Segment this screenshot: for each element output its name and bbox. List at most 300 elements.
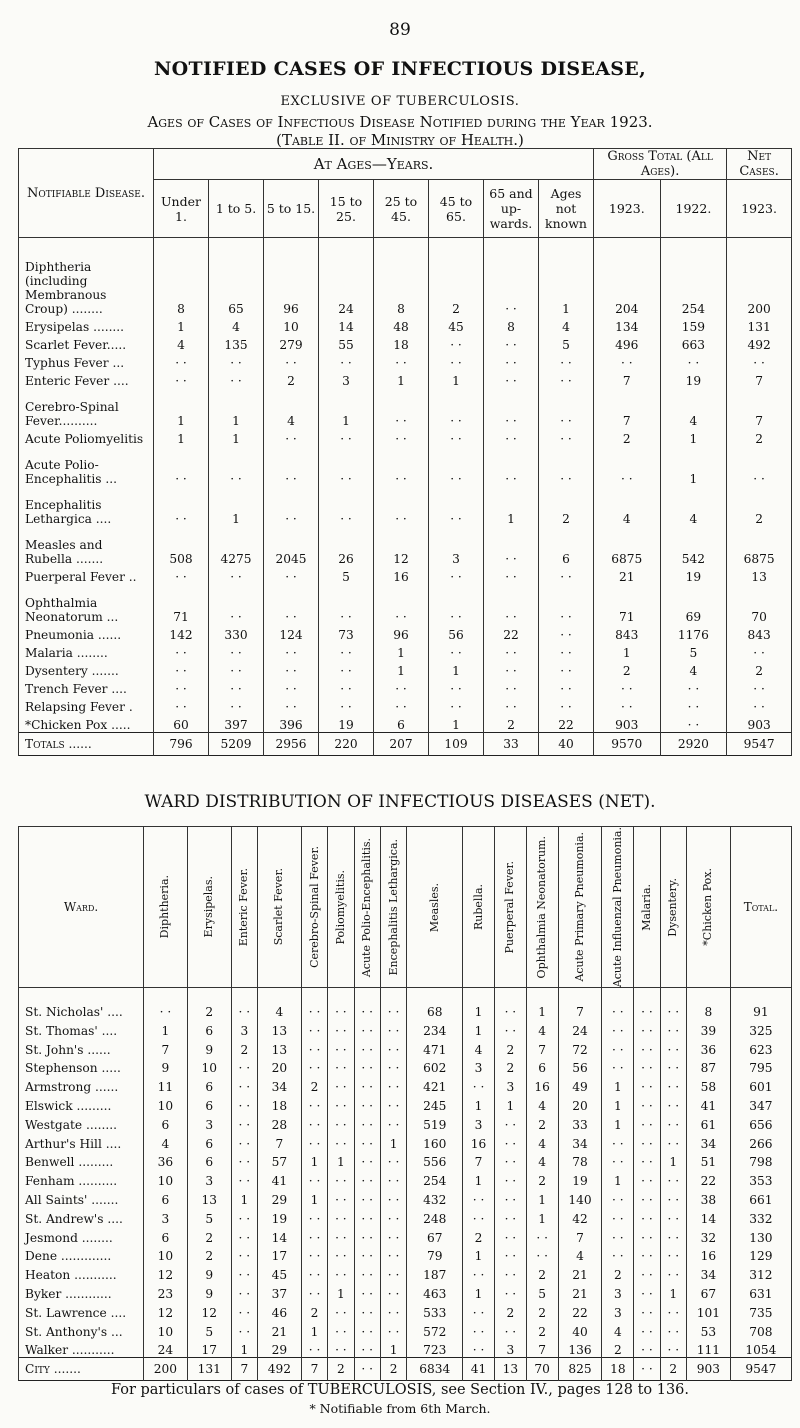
cell-value: 39 [686,1019,730,1038]
cell-value: · · [374,696,429,714]
table-row [19,678,792,696]
ward-row [19,1094,792,1113]
cell-value: · · [494,1245,526,1264]
cell-value: · · [380,1207,406,1226]
cell-value: 17 [187,1339,231,1358]
cell-value: 3 [602,1282,634,1301]
cell-value: 4 [660,660,727,678]
cell-value: · · [429,642,484,660]
cell-value: · · [539,624,594,642]
total-value: 9570 [594,733,661,756]
table-row [19,370,792,388]
caption-line: Ages of Cases of Infectious Disease Notified during the Year 1923. [147,113,653,131]
cell-value: 2045 [264,526,319,566]
ward-row [19,1075,792,1094]
cell-value: · · [380,1263,406,1282]
cell-value: · · [602,1188,634,1207]
cell-value: · · [328,1207,354,1226]
cell-value: · · [660,1226,686,1245]
cell-value: 12 [144,1301,188,1320]
cell-value: 1 [209,388,264,428]
cell-value: · · [264,660,319,678]
table-row [19,428,792,446]
cell-value: 6 [187,1019,231,1038]
cell-value: · · [539,678,594,696]
cell-value: 4 [526,1151,558,1170]
cell-value: 19 [258,1207,302,1226]
cell-value: 7 [144,1038,188,1057]
cell-value: · · [301,1226,327,1245]
cell-value: 234 [407,1019,463,1038]
cell-value: · · [328,1113,354,1132]
cell-value: 68 [407,988,463,1019]
cell-value: 6875 [594,526,661,566]
cell-value: 140 [558,1188,602,1207]
disease-name: *Chicken Pox ..... [19,714,154,733]
cell-value: · · [660,678,727,696]
cell-value: 9 [187,1263,231,1282]
cell-value: 72 [558,1038,602,1057]
cell-value: · · [380,1019,406,1038]
cell-value: 200 [727,238,792,317]
cell-value: · · [484,678,539,696]
cell-value: 4 [526,1132,558,1151]
cell-value: 2 [526,1263,558,1282]
cell-value: · · [354,1038,380,1057]
cell-value: · · [154,660,209,678]
cell-value: 5 [319,566,374,584]
cell-value: · · [634,1132,660,1151]
cell-value: · · [209,678,264,696]
cell-value: · · [494,1226,526,1245]
cell-value: 142 [154,624,209,642]
cell-value: · · [494,1263,526,1282]
cell-value: 8 [484,316,539,334]
cell-value: · · [660,352,727,370]
cell-value: 602 [407,1057,463,1076]
cell-value: 34 [686,1263,730,1282]
cell-value: · · [660,1207,686,1226]
cell-value: · · [328,1188,354,1207]
cell-value: 10 [187,1057,231,1076]
disease-name: Malaria ........ [19,642,154,660]
cell-value: 353 [730,1169,791,1188]
total-value: 796 [154,733,209,756]
cell-value: 1 [660,1151,686,1170]
cell-value: · · [154,486,209,526]
cell-value: 3 [494,1075,526,1094]
header-disease-col [494,827,526,988]
cell-value: 3 [463,1057,495,1076]
cell-value: 496 [594,334,661,352]
cell-value: 508 [154,526,209,566]
cell-value: 2 [484,714,539,733]
cell-value: 3 [187,1169,231,1188]
cell-value: 723 [407,1339,463,1358]
cell-value: 397 [209,714,264,733]
cell-value: 1 [602,1113,634,1132]
cell-value: 248 [407,1207,463,1226]
cell-value: 1 [526,1207,558,1226]
cell-value: · · [328,1075,354,1094]
cell-value: 4 [144,1132,188,1151]
cell-value: · · [319,446,374,486]
cell-value: 245 [407,1094,463,1113]
cell-value: 1176 [660,624,727,642]
cell-value: 49 [558,1075,602,1094]
ward-row [19,1151,792,1170]
cell-value: 663 [660,334,727,352]
cell-value: · · [380,1094,406,1113]
cell-value: 1 [463,988,495,1019]
total-value: 70 [526,1358,558,1381]
cell-value: · · [539,642,594,660]
cell-value: 3 [494,1339,526,1358]
cell-value: · · [354,1320,380,1339]
header-gross-group: Gross Total (All Ages). [594,149,727,180]
header-label: Puerperal Fever. [503,860,517,954]
cell-value: · · [660,714,727,733]
cell-value: · · [354,1113,380,1132]
cell-value: · · [429,428,484,446]
total-value: 6834 [407,1358,463,1381]
cell-value: · · [354,1263,380,1282]
cell-value: 6 [187,1132,231,1151]
cell-value: · · [660,1113,686,1132]
cell-value: 1 [602,1075,634,1094]
cell-value: 67 [407,1226,463,1245]
disease-name: Pneumonia ...... [19,624,154,642]
cell-value: 3 [187,1113,231,1132]
header-label: Measles. [427,882,441,932]
cell-value: 330 [209,624,264,642]
header-label: Encephalitis Lethargica. [386,838,400,976]
cell-value: 1 [231,1188,257,1207]
cell-value: 78 [558,1151,602,1170]
header-disease-col [602,827,634,988]
disease-name: Puerperal Fever .. [19,566,154,584]
cell-value: · · [594,678,661,696]
cell-value: · · [354,1207,380,1226]
ward-row [19,1019,792,1038]
cell-value: · · [660,1132,686,1151]
cell-value: · · [209,642,264,660]
header-label: Cerebro-Spinal Fever. [307,846,321,969]
cell-value: · · [660,1339,686,1358]
cell-value: 1 [539,238,594,317]
header-age-col: 25 to 45. [374,180,429,238]
cell-value: 533 [407,1301,463,1320]
cell-value: · · [484,428,539,446]
cell-value: · · [634,1320,660,1339]
cell-value: 661 [730,1188,791,1207]
cell-value: · · [354,1019,380,1038]
cell-value: 56 [429,624,484,642]
cell-value: 96 [374,624,429,642]
cell-value: 3 [429,526,484,566]
cell-value: · · [328,1263,354,1282]
cell-value: 631 [730,1282,791,1301]
header-label: Erysipelas. [202,876,216,938]
ward-table [18,826,792,1381]
ward-row [19,1057,792,1076]
cell-value: 6875 [727,526,792,566]
cell-value: 13 [258,1038,302,1057]
total-value: 220 [319,733,374,756]
ward-name: Westgate ........ [19,1113,144,1132]
cell-value: · · [634,1019,660,1038]
total-value: 9547 [730,1358,791,1381]
cell-value: 19 [660,370,727,388]
cell-value: 41 [686,1094,730,1113]
header-disease-col [526,827,558,988]
cell-value: 29 [258,1188,302,1207]
cell-value: · · [634,1282,660,1301]
cell-value: 87 [686,1057,730,1076]
ward-name: St. Lawrence .... [19,1301,144,1320]
cell-value: 5 [187,1320,231,1339]
cell-value: 4 [539,316,594,334]
cell-value: · · [494,1320,526,1339]
cell-value: 2 [494,1057,526,1076]
cell-value: 6 [144,1188,188,1207]
footer-note: For particulars of cases of TUBERCULOSIS, see Section IV., pages 128 to 136. [110,1382,690,1398]
cell-value: · · [539,446,594,486]
cell-value: 4 [660,388,727,428]
cell-value: 519 [407,1113,463,1132]
cell-value: · · [539,428,594,446]
cell-value: · · [319,642,374,660]
cell-value: 2 [187,988,231,1019]
cell-value: 1 [374,370,429,388]
cell-value: · · [380,1113,406,1132]
cell-value: 22 [539,714,594,733]
cell-value: · · [328,1339,354,1358]
cell-value: · · [209,584,264,624]
ward-name: St. Andrew's .... [19,1207,144,1226]
ward-name: St. Anthony's ... [19,1320,144,1339]
header-age-col: 15 to 25. [319,180,374,238]
cell-value: · · [380,1188,406,1207]
ward-name: Fenham .......... [19,1169,144,1188]
cell-value: · · [539,370,594,388]
cell-value: · · [660,1057,686,1076]
cell-value: 51 [686,1151,730,1170]
disease-name: Encephalitis Lethargica .... [19,486,154,526]
table-row [19,696,792,714]
cell-value: · · [484,370,539,388]
cell-value: 2 [526,1320,558,1339]
cell-value: 623 [730,1038,791,1057]
cell-value: · · [429,446,484,486]
cell-value: · · [328,1094,354,1113]
cell-value: · · [264,446,319,486]
cell-value: 2 [594,660,661,678]
cell-value: 7 [526,1339,558,1358]
cell-value: · · [328,1320,354,1339]
cell-value: 708 [730,1320,791,1339]
cell-value: 28 [258,1113,302,1132]
cell-value: 1 [660,446,727,486]
cell-value: · · [301,1132,327,1151]
disease-name: Diphtheria (including Membranous Croup) ........ [19,238,154,317]
cell-value: · · [328,1301,354,1320]
cell-value: 22 [686,1169,730,1188]
cell-value: 2 [187,1245,231,1264]
cell-value: 4 [602,1320,634,1339]
cell-value: · · [494,988,526,1019]
header-disease-col [558,827,602,988]
table-row [19,352,792,370]
cell-value: 795 [730,1057,791,1076]
cell-value: · · [264,696,319,714]
cell-value: · · [494,1282,526,1301]
cell-value: · · [231,1113,257,1132]
ward-name: Elswick ......... [19,1094,144,1113]
cell-value: · · [264,486,319,526]
cell-value: · · [380,1057,406,1076]
table-row [19,714,792,733]
disease-name: Measles and Rubella ....... [19,526,154,566]
cell-value: 40 [558,1320,602,1339]
header-disease-col [407,827,463,988]
cell-value: 45 [258,1263,302,1282]
cell-value: 1 [463,1245,495,1264]
page-title: NOTIFIED CASES OF INFECTIOUS DISEASE, [153,58,646,80]
cell-value: 1 [328,1282,354,1301]
cell-value: 67 [686,1282,730,1301]
cell-value: 18 [374,334,429,352]
cell-value: 7 [258,1132,302,1151]
cell-value: · · [634,1207,660,1226]
disease-name: Relapsing Fever . [19,696,154,714]
cell-value: · · [494,1188,526,1207]
cell-value: 13 [187,1188,231,1207]
cell-value: 6 [187,1075,231,1094]
cell-value: · · [660,1320,686,1339]
cell-value: 1 [594,642,661,660]
cell-value: · · [231,1263,257,1282]
cell-value: · · [494,1113,526,1132]
cell-value: · · [354,1339,380,1358]
cell-value: 266 [730,1132,791,1151]
total-value: 131 [187,1358,231,1381]
cell-value: 57 [258,1151,302,1170]
cell-value: 13 [258,1019,302,1038]
cell-value: 21 [594,566,661,584]
cell-value: 1 [660,1282,686,1301]
total-value: 2 [660,1358,686,1381]
cell-value: · · [463,1207,495,1226]
header-age-col: Under 1. [154,180,209,238]
cell-value: 2 [594,428,661,446]
cell-value: 8 [686,988,730,1019]
cell-value: · · [380,1075,406,1094]
ward-name: All Saints' ....... [19,1188,144,1207]
cell-value: 3 [319,370,374,388]
cell-value: 16 [463,1132,495,1151]
cell-value: 32 [686,1226,730,1245]
cell-value: 45 [429,316,484,334]
cell-value: 5 [526,1282,558,1301]
cell-value: 347 [730,1094,791,1113]
cell-value: · · [727,446,792,486]
cell-value: · · [154,352,209,370]
cell-value: · · [660,1263,686,1282]
cell-value: 124 [264,624,319,642]
cell-value: · · [660,1038,686,1057]
cell-value: · · [374,446,429,486]
cell-value: 187 [407,1263,463,1282]
header-gross-year: 1923. [594,180,661,238]
cell-value: 2 [494,1301,526,1320]
header-disease-col [144,827,188,988]
cell-value: · · [484,526,539,566]
cell-value: 24 [144,1339,188,1358]
header-age-col: 5 to 15. [264,180,319,238]
cell-value: 1 [154,316,209,334]
ward-row [19,1169,792,1188]
cell-value: 1 [209,486,264,526]
cell-value: · · [301,1207,327,1226]
cell-value: · · [727,352,792,370]
cell-value: · · [328,1132,354,1151]
cell-value: · · [264,352,319,370]
cell-value: 70 [727,584,792,624]
cell-value: 421 [407,1075,463,1094]
cell-value: 10 [144,1245,188,1264]
cell-value: · · [660,696,727,714]
cell-value: · · [727,678,792,696]
cell-value: · · [602,1207,634,1226]
cell-value: · · [539,388,594,428]
cell-value: 1 [602,1094,634,1113]
cell-value: 91 [730,988,791,1019]
cell-value: · · [374,388,429,428]
cell-value: 2 [602,1263,634,1282]
ward-row [19,1132,792,1151]
cell-value: 254 [660,238,727,317]
cell-value: · · [539,696,594,714]
cell-value: · · [634,1169,660,1188]
subtitle: EXCLUSIVE OF TUBERCULOSIS. [280,94,520,109]
cell-value: 4 [264,388,319,428]
cell-value: · · [727,642,792,660]
cell-value: · · [301,1282,327,1301]
cell-value: 17 [258,1245,302,1264]
cell-value: 8 [154,238,209,317]
cell-value: 2 [526,1301,558,1320]
header-ages-group: At Ages—Years. [154,149,594,180]
cell-value: 1 [301,1151,327,1170]
cell-value: · · [354,1301,380,1320]
cell-value: 37 [258,1282,302,1301]
table-row [19,388,792,428]
cell-value: 4275 [209,526,264,566]
cell-value: 1 [154,388,209,428]
cell-value: 1 [494,1094,526,1113]
cell-value: · · [354,1151,380,1170]
cell-value: 10 [144,1094,188,1113]
cell-value: · · [594,446,661,486]
cell-value: 4 [594,486,661,526]
disease-name: Acute Polio-Encephalitis ... [19,446,154,486]
cell-value: 48 [374,316,429,334]
cell-value: · · [380,1169,406,1188]
cell-value: 1 [526,988,558,1019]
total-value: · · [354,1358,380,1381]
cell-value: 2 [429,238,484,317]
